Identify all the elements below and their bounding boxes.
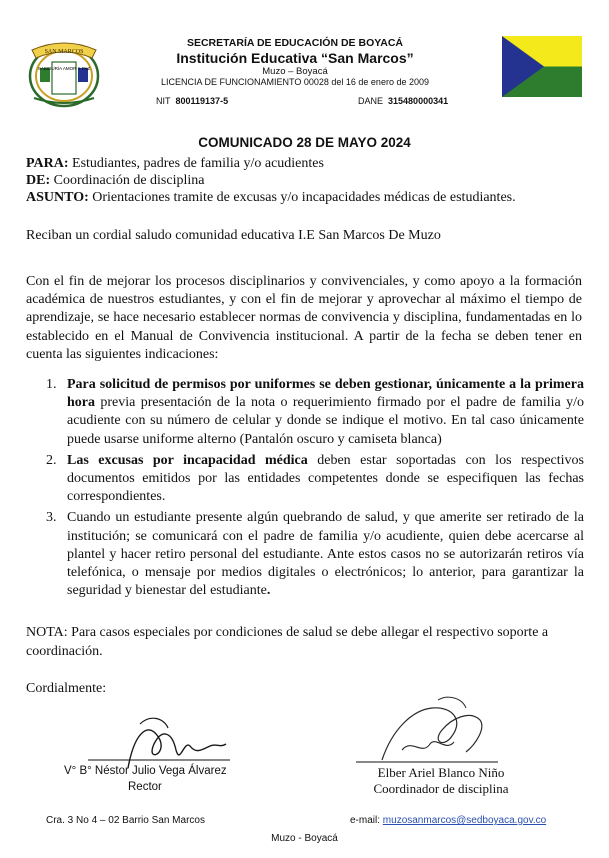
secretaria-heading: SECRETARÍA DE EDUCACIÓN DE BOYACÁ bbox=[186, 37, 404, 49]
institution-location: Muzo – Boyacá bbox=[262, 66, 328, 77]
dane-label: DANE bbox=[358, 96, 384, 106]
body-paragraph: Con el fin de mejorar los procesos disciplinarios y convivenciales, y como apoyo a la formación académica de nuestros estudiantes, y con el fin de mejorar y aprovechar al máximo el tiempo de aprendizaje, se hace necesario establecer normas de convivencia y disciplina, fundamentadas en lo establecido en el Manual de Convivencia institucional. A partir de la fecha se deben tener en cuenta las siguientes indicaciones: bbox=[26, 274, 582, 362]
nit-line bbox=[156, 96, 228, 106]
municipal-flag bbox=[502, 36, 582, 97]
item-bold-text: Para solicitud de permisos por uniformes se deben gestionar, únicamente a la primera hora bbox=[67, 377, 584, 411]
note-paragraph: NOTA: Para casos especiales por condiciones de salud se debe allegar el respectivo soporte a coordinación. bbox=[26, 625, 549, 659]
indications-list bbox=[46, 376, 584, 603]
document-title: COMUNICADO 28 DE MAYO 2024 bbox=[198, 135, 411, 150]
item-number: 2. bbox=[46, 452, 57, 468]
institution-name: Institución Educativa “San Marcos” bbox=[176, 50, 414, 66]
nit-value: 800119137-5 bbox=[175, 96, 229, 106]
recipients-line bbox=[26, 156, 324, 172]
subject-line bbox=[26, 190, 516, 206]
footer-address: Cra. 3 No 4 – 02 Barrio San Marcos bbox=[46, 815, 205, 826]
nit-label: NIT bbox=[156, 96, 171, 106]
de-label: DE: bbox=[26, 173, 51, 188]
license-info: LICENCIA DE FUNCIONAMIENTO 00028 del 16 de enero de 2009 bbox=[161, 77, 429, 87]
list-item bbox=[46, 452, 584, 507]
crest-motto-text: SABIDURÍA AMOR Y PAZ bbox=[37, 66, 91, 71]
closing: Cordialmente: bbox=[26, 681, 107, 696]
institution-crest-logo bbox=[22, 36, 106, 108]
item-text: previa presentación de la nota o requerimiento firmado por el padre de familia y/o acudiente con su número de celular y donde se indique el motivo. En tal caso únicamente puede usarse uniforme alterno (Pantalón oscuro y camiseta blanca) bbox=[67, 395, 584, 447]
coordinator-name: Elber Ariel Blanco Niño bbox=[377, 765, 505, 780]
rector-name: V° B° Néstor Julio Vega Álvarez bbox=[64, 765, 227, 777]
coordinator-signature bbox=[352, 690, 502, 770]
asunto-label: ASUNTO: bbox=[26, 190, 89, 205]
item-bold-end: . bbox=[266, 583, 271, 599]
rector-role: Rector bbox=[128, 781, 162, 793]
crest-banner-text: SAN MARCOS bbox=[44, 49, 84, 55]
footer-city: Muzo - Boyacá bbox=[271, 833, 338, 844]
list-item bbox=[46, 376, 584, 449]
asunto-text: Orientaciones tramite de excusas y/o incapacidades médicas de estudiantes. bbox=[88, 190, 516, 205]
sender-line bbox=[26, 173, 204, 189]
dane-line bbox=[358, 96, 448, 106]
dane-value: 315480000341 bbox=[388, 96, 449, 106]
item-number: 3. bbox=[46, 510, 57, 526]
email-label: e-mail: bbox=[350, 815, 383, 826]
greeting: Reciban un cordial saludo comunidad educativa I.E San Marcos De Muzo bbox=[26, 228, 441, 243]
coordinator-role: Coordinador de disciplina bbox=[373, 781, 509, 796]
item-bold-text: Las excusas por incapacidad médica bbox=[67, 452, 308, 468]
email-link[interactable]: muzosanmarcos@sedboyaca.gov.co bbox=[382, 815, 547, 826]
de-text: Coordinación de disciplina bbox=[50, 173, 205, 188]
item-text: deben estar soportadas con los respectivos documentos emitidos por las entidades competentes donde se especifiquen las fechas correspondientes. bbox=[67, 452, 584, 505]
para-label: PARA: bbox=[26, 156, 69, 171]
item-number: 1. bbox=[46, 377, 57, 392]
footer-email-line bbox=[350, 815, 546, 826]
list-item bbox=[46, 509, 584, 600]
item-text: Cuando un estudiante presente algún quebrando de salud, y que amerite ser retirado de la institución; se comunicará con el padre de familia y/o acudiente, quien debe acercarse al plantel y hacer retiro personal del estudiante. Ante estos casos no se autorizarán retiros vía telefónica, o mensaje por medios digitales o electrónicos; lo anterior, para garantizar la seguridad y bienestar del estudiante bbox=[67, 510, 584, 599]
para-text: Estudiantes, padres de familia y/o acudientes bbox=[68, 156, 324, 171]
